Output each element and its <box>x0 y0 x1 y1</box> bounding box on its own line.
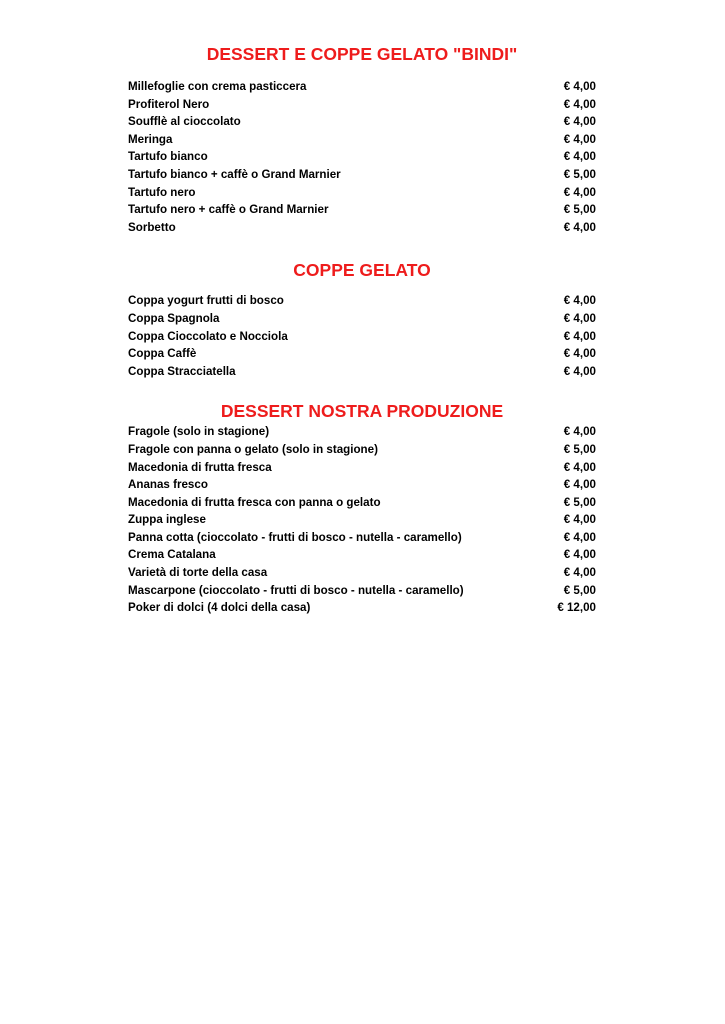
menu-item <box>128 201 596 219</box>
item-price: € 5,00 <box>563 167 596 181</box>
item-name: Tartufo nero + caffè o Grand Marnier <box>128 203 329 217</box>
item-name: Fragole con panna o gelato (solo in stagione) <box>128 442 378 456</box>
menu-item <box>128 363 596 381</box>
item-price: € 4,00 <box>563 513 596 527</box>
item-name: Panna cotta (cioccolato - frutti di bosco - nutella - caramello) <box>128 530 462 544</box>
menu-item <box>128 345 596 363</box>
item-price: € 4,00 <box>563 97 596 111</box>
menu-item <box>128 148 596 166</box>
item-name: Tartufo bianco + caffè o Grand Marnier <box>128 167 341 181</box>
item-name: Tartufo nero <box>128 185 196 199</box>
menu-item <box>128 546 596 564</box>
item-name: Crema Catalana <box>128 548 216 562</box>
item-price: € 4,00 <box>563 364 596 378</box>
menu-list <box>128 423 596 617</box>
item-name: Varietà di torte della casa <box>128 566 268 580</box>
item-price: € 12,00 <box>557 601 596 615</box>
item-name: Coppa Caffè <box>128 347 197 361</box>
section-title: DESSERT E COPPE GELATO "BINDI" <box>206 44 518 64</box>
item-price: € 4,00 <box>563 150 596 164</box>
item-price: € 4,00 <box>563 220 596 234</box>
section-title: DESSERT NOSTRA PRODUZIONE <box>220 401 504 422</box>
item-price: € 4,00 <box>563 548 596 562</box>
menu-item <box>128 219 596 237</box>
item-name: Zuppa inglese <box>128 513 206 527</box>
item-price: € 5,00 <box>563 442 596 456</box>
menu-item <box>128 166 596 184</box>
menu-item <box>128 131 596 149</box>
menu-list <box>128 292 596 380</box>
item-name: Sorbetto <box>128 220 176 234</box>
item-name: Coppa Stracciatella <box>128 364 236 378</box>
item-name: Profiterol Nero <box>128 97 210 111</box>
menu-item <box>128 494 596 512</box>
item-price: € 4,00 <box>563 294 596 308</box>
menu-item <box>128 78 596 96</box>
menu-item <box>128 96 596 114</box>
item-name: Coppa Spagnola <box>128 311 220 325</box>
item-name: Coppa yogurt frutti di bosco <box>128 294 284 308</box>
item-price: € 4,00 <box>563 478 596 492</box>
item-name: Fragole (solo in stagione) <box>128 425 270 439</box>
menu-item <box>128 328 596 346</box>
item-name: Tartufo bianco <box>128 150 208 164</box>
item-name: Coppa Cioccolato e Nocciola <box>128 329 288 343</box>
menu-item <box>128 423 596 441</box>
menu-item <box>128 292 596 310</box>
menu-item <box>128 564 596 582</box>
section-title: COPPE GELATO <box>293 260 431 281</box>
item-price: € 4,00 <box>563 115 596 129</box>
item-name: Ananas fresco <box>128 478 208 492</box>
item-price: € 4,00 <box>563 460 596 474</box>
item-price: € 4,00 <box>563 347 596 361</box>
section-coppe-gelato <box>128 260 596 380</box>
item-price: € 4,00 <box>563 329 596 343</box>
section-dessert-nostra-produzione <box>128 401 596 617</box>
menu-item <box>128 184 596 202</box>
item-price: € 4,00 <box>563 80 596 93</box>
item-price: € 5,00 <box>563 495 596 509</box>
menu-item <box>128 310 596 328</box>
item-name: Soufflè al cioccolato <box>128 115 241 129</box>
item-price: € 4,00 <box>563 132 596 146</box>
menu-item <box>128 459 596 477</box>
item-price: € 5,00 <box>563 583 596 597</box>
item-price: € 4,00 <box>563 566 596 580</box>
menu-item <box>128 511 596 529</box>
section-dessert-e-coppe-gelato <box>128 44 596 236</box>
menu-item <box>128 599 596 617</box>
item-name: Meringa <box>128 132 173 146</box>
menu-item <box>128 113 596 131</box>
menu-list <box>128 78 596 236</box>
item-name: Macedonia di frutta fresca con panna o gelato <box>128 495 381 509</box>
menu-item <box>128 441 596 459</box>
menu-item <box>128 582 596 600</box>
item-price: € 4,00 <box>563 425 596 439</box>
item-price: € 4,00 <box>563 530 596 544</box>
item-price: € 4,00 <box>563 185 596 199</box>
menu-page <box>128 44 596 617</box>
menu-item <box>128 476 596 494</box>
item-name: Mascarpone (cioccolato - frutti di bosco - nutella - caramello) <box>128 583 464 597</box>
item-name: Macedonia di frutta fresca <box>128 460 272 474</box>
item-name: Poker di dolci (4 dolci della casa) <box>128 601 311 615</box>
menu-item <box>128 529 596 547</box>
item-price: € 4,00 <box>563 311 596 325</box>
item-name: Millefoglie con crema pasticcera <box>128 80 307 93</box>
item-price: € 5,00 <box>563 203 596 217</box>
